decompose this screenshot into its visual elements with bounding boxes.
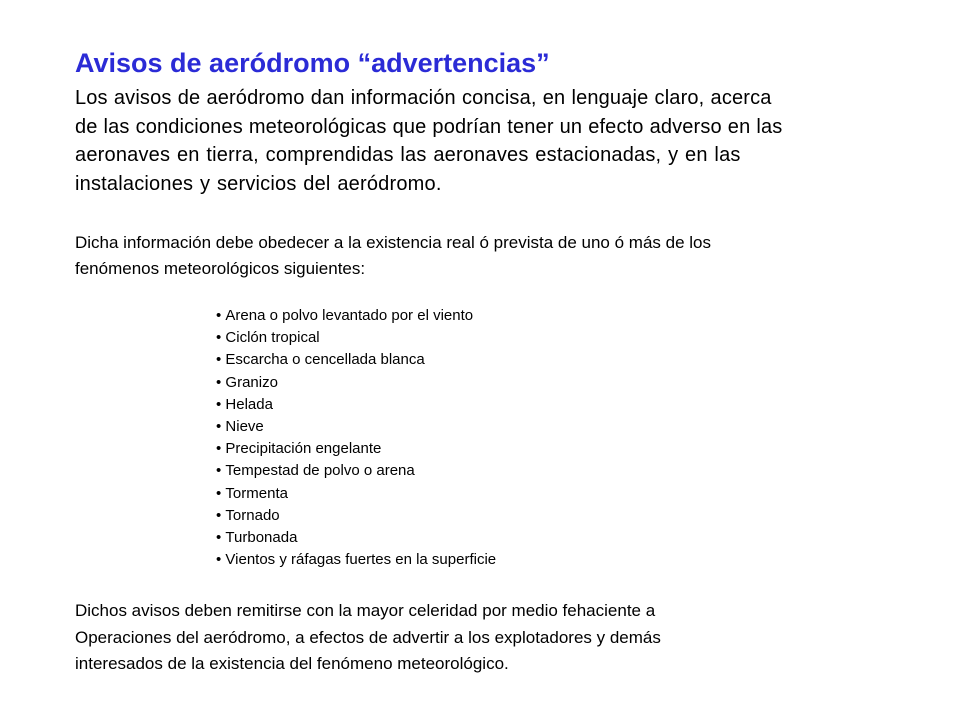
intro-line: instalaciones y servicios del aeródromo. — [75, 172, 442, 195]
paragraph-line: Dichos avisos deben remitirse con la mayor celeridad por medio fehaciente a — [75, 601, 656, 620]
list-item: • Granizo — [216, 372, 496, 394]
list-item: • Nieve — [216, 416, 496, 438]
paragraph-line: interesados de la existencia del fenómeno meteorológico. — [75, 654, 509, 673]
phenomena-intro-paragraph — [75, 230, 915, 282]
list-item: • Arena o polvo levantado por el viento — [216, 305, 496, 327]
list-item: • Vientos y ráfagas fuertes en la superficie — [216, 549, 496, 571]
slide-title: Avisos de aeródromo “advertencias” — [75, 48, 550, 78]
intro-line: de las condiciones meteorológicas que podrían tener un efecto adverso en las — [75, 115, 783, 138]
list-item: • Helada — [216, 394, 496, 416]
paragraph-line: Dicha información debe obedecer a la existencia real ó prevista de uno ó más de los — [75, 233, 711, 252]
list-item: • Escarcha o cencellada blanca — [216, 349, 496, 371]
closing-paragraph — [75, 598, 915, 678]
phenomena-list — [216, 305, 496, 571]
paragraph-line: fenómenos meteorológicos siguientes: — [75, 259, 366, 278]
intro-line: aeronaves en tierra, comprendidas las aeronaves estacionadas, y en las — [75, 144, 741, 166]
list-item: • Ciclón tropical — [216, 327, 496, 349]
intro-line: Los avisos de aeródromo dan información concisa, en lenguaje claro, acerca — [75, 87, 772, 109]
list-item: • Turbonada — [216, 527, 496, 549]
list-item: • Tornado — [216, 505, 496, 527]
list-item: • Tormenta — [216, 483, 496, 505]
list-item: • Precipitación engelante — [216, 438, 496, 460]
paragraph-line: Operaciones del aeródromo, a efectos de advertir a los explotadores y demás — [75, 627, 661, 647]
intro-paragraph — [75, 84, 915, 198]
list-item: • Tempestad de polvo o arena — [216, 460, 496, 482]
